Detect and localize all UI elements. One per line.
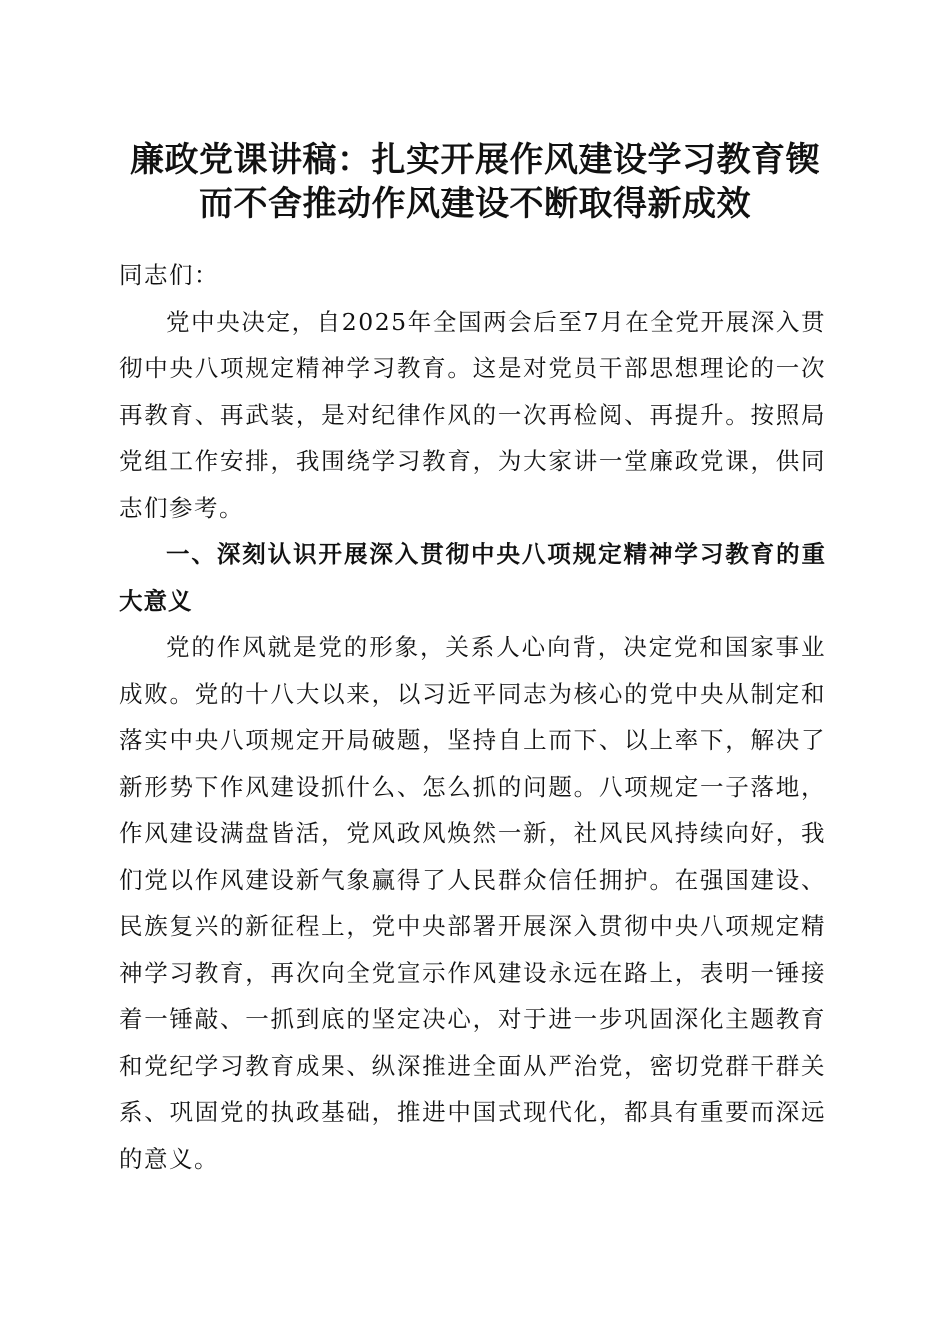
document-body [119,252,826,1182]
intro-paragraph: 党中央决定，自2025年全国两会后至7月在全党开展深入贯彻中央八项规定精神学习教育。这是对党员干部思想理论的一次再教育、再武装，是对纪律作风的一次再检阅、再提升。按照局党组工作安排，我围绕学习教育，为大家讲一堂廉政党课，供同志们参考。 [119,307,826,522]
section-1-heading: 一、深刻认识开展深入贯彻中央八项规定精神学习教育的重大意义 [119,540,826,615]
document-title [100,138,850,226]
document-title-line-1: 廉政党课讲稿：扎实开展作风建设学习教育锲 [130,140,820,180]
section-1-paragraph: 党的作风就是党的形象，关系人心向背，决定党和国家事业成败。党的十八大以来，以习近平同志为核心的党中央从制定和落实中央八项规定开局破题，坚持自上而下、以上率下，解决了新形势下作风建设抓什么、怎么抓的问题。八项规定一子落地，作风建设满盘皆活，党风政风焕然一新，社风民风持续向好，我们党以作风建设新气象赢得了人民群众信任拥护。在强国建设、民族复兴的新征程上，党中央部署开展深入贯彻中央八项规定精神学习教育，再次向全党宣示作风建设永远在路上，表明一锤接着一锤敲、一抓到底的坚定决心，对于进一步巩固深化主题教育和党纪学习教育成果、纵深推进全面从严治党，密切党群干群关系、巩固党的执政基础，推进中国式现代化，都具有重要而深远的意义。 [119,633,826,1173]
document-title-line-2: 而不舍推动作风建设不断取得新成效 [199,184,751,224]
salutation: 同志们： [119,261,219,289]
